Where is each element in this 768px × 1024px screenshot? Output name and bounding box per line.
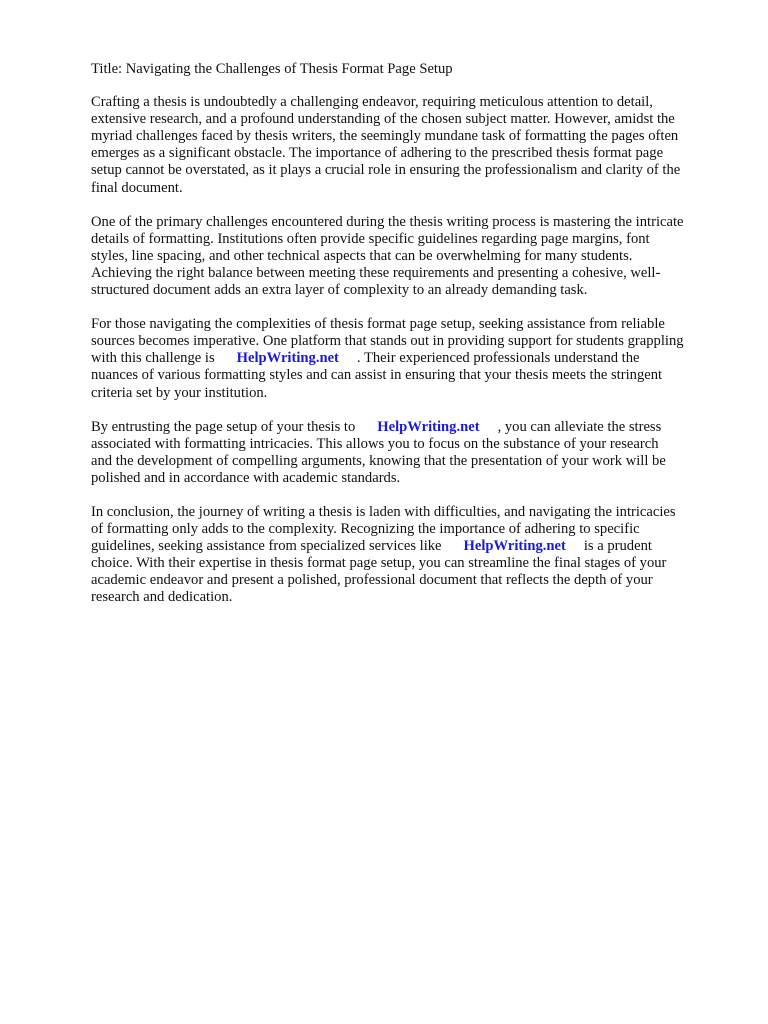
text-line: polished and in accordance with academic standards. [91, 469, 401, 486]
helpwriting-link[interactable]: HelpWriting.net [236, 350, 339, 367]
text-fragment: with this challenge is [91, 350, 215, 367]
text-line: In conclusion, the journey of writing a thesis is laden with difficulties, and navigating the intricacies [91, 503, 676, 520]
paragraph-assistance [91, 316, 728, 401]
text-fragment: By entrusting the page setup of your thesis to [91, 418, 356, 435]
text-fragment: guidelines, seeking assistance from specialized services like [91, 538, 442, 555]
text-line-with-link [91, 419, 728, 436]
text-line: research and dedication. [91, 589, 233, 606]
text-line: academic endeavor and present a polished, professional document that reflects the depth of your [91, 572, 653, 589]
text-line: of formatting only adds to the complexity. Recognizing the importance of adhering to specific [91, 521, 640, 538]
text-line: setup cannot be overstated, as it plays a crucial role in ensuring the professionalism and clarity of the [91, 162, 681, 179]
helpwriting-link[interactable]: HelpWriting.net [377, 418, 480, 435]
text-line: sources becomes imperative. One platform that stands out in providing support for students grappling [91, 333, 684, 350]
text-line: final document. [91, 179, 183, 196]
text-line: Crafting a thesis is undoubtedly a challenging endeavor, requiring meticulous attention to detail, [91, 94, 653, 111]
text-line: nuances of various formatting styles and can assist in ensuring that your thesis meets the stringent [91, 367, 663, 384]
text-line: details of formatting. Institutions often provide specific guidelines regarding page margins, font [91, 230, 650, 247]
text-line: choice. With their expertise in thesis format page setup, you can streamline the final stages of your [91, 555, 667, 572]
text-line: extensive research, and a profound understanding of the chosen subject matter. However, amidst the [91, 111, 675, 128]
text-fragment: , you can alleviate the stress [497, 418, 662, 435]
text-fragment: is a prudent [583, 538, 652, 555]
text-line: and the development of compelling arguments, knowing that the presentation of your work will be [91, 452, 666, 469]
paragraph-intro [91, 94, 728, 197]
paragraph-conclusion [91, 504, 728, 607]
document-title: Title: Navigating the Challenges of Thesis Format Page Setup [91, 61, 453, 77]
text-line: structured document adds an extra layer of complexity to an already demanding task. [91, 282, 588, 299]
text-line: For those navigating the complexities of thesis format page setup, seeking assistance from reliable [91, 316, 665, 333]
text-line-with-link [91, 538, 728, 555]
text-line: One of the primary challenges encountered during the thesis writing process is mastering the intricate [91, 213, 684, 230]
paragraph-entrusting [91, 419, 728, 487]
paragraph-challenges [91, 214, 728, 299]
text-line: myriad challenges faced by thesis writers, the seemingly mundane task of formatting the pages often [91, 128, 679, 145]
text-line-with-link [91, 350, 728, 367]
text-fragment: . Their experienced professionals understand the [356, 350, 640, 367]
text-line: criteria set by your institution. [91, 384, 268, 401]
text-line: associated with formatting intricacies. This allows you to focus on the substance of your research [91, 435, 659, 452]
text-line: styles, line spacing, and other technical aspects that can be overwhelming for many students. [91, 247, 633, 264]
text-line: Achieving the right balance between meeting these requirements and presenting a cohesive, well- [91, 264, 661, 281]
helpwriting-link[interactable]: HelpWriting.net [463, 538, 566, 555]
text-line: emerges as a significant obstacle. The importance of adhering to the prescribed thesis format page [91, 145, 664, 162]
